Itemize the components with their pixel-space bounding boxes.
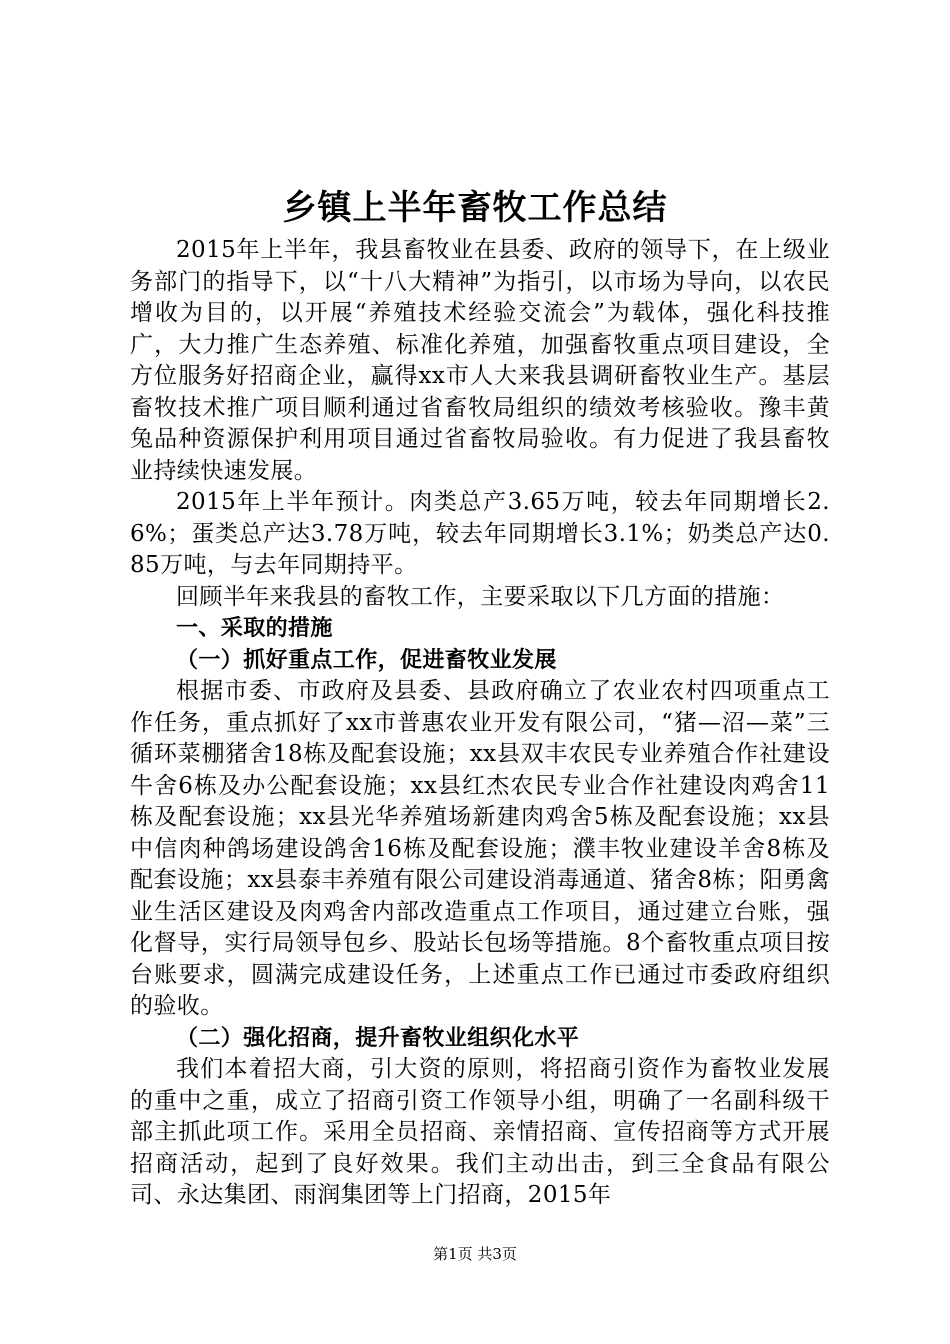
investment-paragraph: 我们本着招大商，引大资的原则，将招商引资作为畜牧业发展的重中之重，成立了招商引资工作领导小组，明确了一名副科级干部主抓此项工作。采用全员招商、亲情招商、宣传招商等方式开展招商活动，起到了良好效果。我们主动出击，到三全食品有限公司、永达集团、雨润集团等上门招商，2015年 (130, 1056, 830, 1208)
document-title: 乡镇上半年畜牧工作总结 (282, 188, 668, 228)
review-paragraph: 回顾半年来我县的畜牧工作，主要采取以下几方面的措施： (176, 583, 785, 610)
document-body (130, 235, 830, 1212)
statistics-paragraph: 2015年上半年预计。肉类总产3.65万吨，较去年同期增长2.6%；蛋类总产达3.78万吨，较去年同期增长3.1%；奶类总产达0.85万吨，与去年同期持平。 (130, 489, 830, 578)
key-work-paragraph: 根据市委、市政府及县委、县政府确立了农业农村四项重点工作任务，重点抓好了xx市普惠农业开发有限公司，“猪—沼—菜”三循环菜棚猪舍18栋及配套设施；xx县双丰农民专业养殖合作社建设牛舍6栋及办公配套设施；xx县红杰农民专业合作社建设肉鸡舍11栋及配套设施；xx县光华养殖场新建肉鸡舍5栋及配套设施；xx县中信肉种鸽场建设鸽舍16栋及配套设施；濮丰牧业建设羊舍8栋及配套设施；xx县泰丰养殖有限公司建设消毒通道、猪舍8栋；阳勇禽业生活区建设及肉鸡舍内部改造重点工作项目，通过建立台账，强化督导，实行局领导包乡、股站长包场等措施。8个畜牧重点项目按台账要求，圆满完成建设任务，上述重点工作已通过市委政府组织的验收。 (130, 678, 830, 1019)
section-heading-measures: 一、采取的措施 (176, 616, 333, 641)
subsection-heading-investment: （二）强化招商，提升畜牧业组织化水平 (176, 1025, 580, 1051)
subsection-heading-key-work: （一）抓好重点工作，促进畜牧业发展 (176, 647, 557, 673)
intro-paragraph: 2015年上半年，我县畜牧业在县委、政府的领导下，在上级业务部门的指导下，以“十八大精神”为指引，以市场为导向，以农民增收为目的，以开展“养殖技术经验交流会”为载体，强化科技推广，大力推广生态养殖、标准化养殖，加强畜牧重点项目建设，全方位服务好招商企业，赢得xx市人大来我县调研畜牧业生产。基层畜牧技术推广项目顺利通过省畜牧局组织的绩效考核验收。豫丰黄兔品种资源保护利用项目通过省畜牧局验收。有力促进了我县畜牧业持续快速发展。 (130, 237, 830, 484)
page-number-footer: 第1页 共3页 (433, 1245, 517, 1263)
